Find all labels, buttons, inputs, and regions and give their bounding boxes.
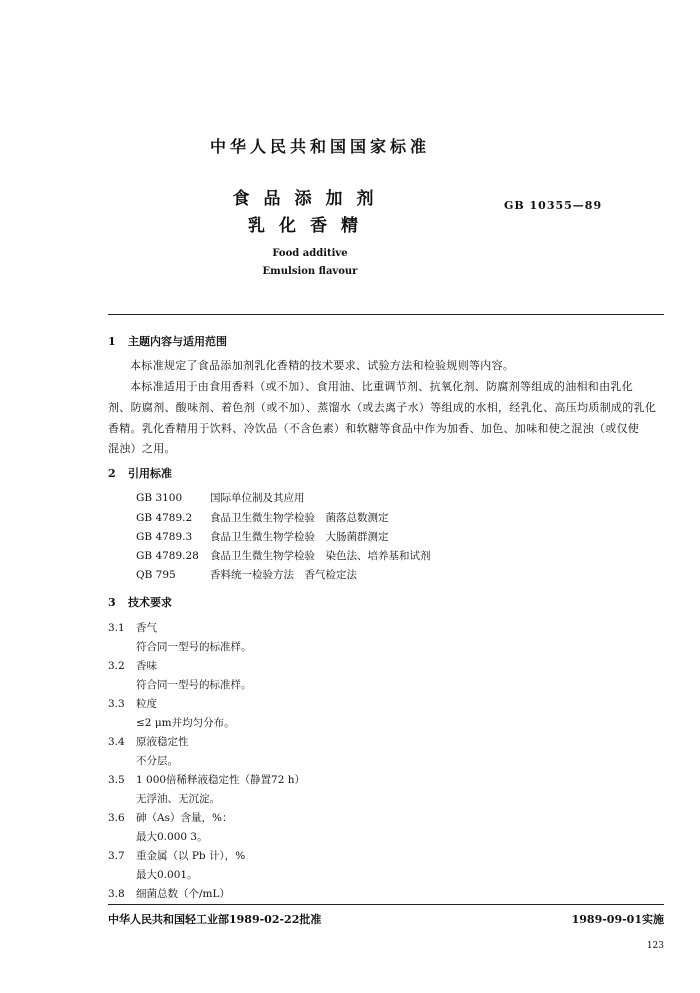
requirement-number: 3.2 <box>108 660 125 672</box>
requirement-item <box>108 734 189 749</box>
reference-title: 香料统一检验方法 香气检定法 <box>210 569 357 581</box>
requirement-number: 3.8 <box>108 888 125 900</box>
requirement-text: 符合同一型号的标准样。 <box>136 641 252 653</box>
requirement-label: 细菌总数（个/mL） <box>136 888 230 900</box>
requirement-label: 1 000倍稀释液稳定性（静置72 h） <box>136 774 306 786</box>
section3-heading <box>108 594 172 610</box>
requirement-number: 3.1 <box>108 622 125 634</box>
requirement-text: 最大0.001。 <box>136 869 198 881</box>
reference-item <box>136 510 389 525</box>
requirement-text: 无浮油、无沉淀。 <box>136 793 220 805</box>
requirement-item <box>108 848 245 863</box>
section3-number: 3 <box>108 596 116 609</box>
reference-code: GB 3100 <box>136 492 183 504</box>
reference-title: 食品卫生微生物学检验 菌落总数测定 <box>210 512 389 524</box>
reference-code: GB 4789.3 <box>136 531 193 543</box>
section1-paragraph-1: 本标准规定了食品添加剂乳化香精的技术要求、试验方法和检验规则等内容。 <box>130 359 515 372</box>
section1-number: 1 <box>108 335 116 348</box>
section2-heading <box>108 465 172 481</box>
reference-title: 国际单位制及其应用 <box>210 492 305 504</box>
reference-item <box>136 567 357 582</box>
reference-item <box>136 490 305 505</box>
requirement-item <box>108 772 305 787</box>
requirement-item <box>108 658 157 673</box>
section1-paragraph-3: 剂、防腐剂、酸味剂、着色剂（或不加）、蒸馏水（或去离子水）等组成的水相，经乳化、高压均质制成的乳化 <box>108 401 657 414</box>
requirement-number: 3.4 <box>108 736 125 748</box>
approval-info: 中华人民共和国轻工业部1989-02-22批准 <box>108 913 322 926</box>
reference-item <box>136 548 431 563</box>
requirement-item <box>108 620 157 635</box>
requirement-label: 砷（As）含量，%： <box>136 812 233 824</box>
document-title-line2: 乳化香精 <box>248 216 372 236</box>
header-divider <box>108 314 664 315</box>
requirement-item <box>108 810 232 825</box>
reference-title: 食品卫生微生物学检验 染色法、培养基和试剂 <box>210 550 431 562</box>
reference-code: GB 4789.2 <box>136 512 193 524</box>
section2-title: 引用标准 <box>128 467 172 480</box>
requirement-number: 3.3 <box>108 698 125 710</box>
section3-title: 技术要求 <box>128 596 172 609</box>
section1-title: 主题内容与适用范围 <box>128 335 227 348</box>
requirement-label: 原液稳定性 <box>136 736 189 748</box>
effective-date: 1989-09-01实施 <box>571 913 664 926</box>
requirement-label: 重金属（以 Pb 计），% <box>136 850 246 862</box>
standard-number: GB 10355—89 <box>504 199 603 212</box>
section1-paragraph-4: 香精。乳化香精用于饮料、冷饮品（不含色素）和软糖等食品中作为加香、加色、加味和使之混浊（或仅使 <box>108 422 640 435</box>
reference-code: QB 795 <box>136 569 176 581</box>
requirement-label: 香味 <box>136 660 157 672</box>
requirement-text: 最大0.000 3。 <box>136 831 208 843</box>
section2-number: 2 <box>108 467 116 480</box>
reference-title: 食品卫生微生物学检验 大肠菌群测定 <box>210 531 389 543</box>
section1-paragraph-5: 混浊）之用。 <box>108 442 176 455</box>
requirement-text: 符合同一型号的标准样。 <box>136 679 252 691</box>
section1-heading <box>108 333 227 349</box>
national-standard-heading: 中华人民共和国国家标准 <box>209 137 430 156</box>
requirement-text: ≤2 μm并均匀分布。 <box>136 717 235 729</box>
footer-divider <box>108 904 664 905</box>
reference-item <box>136 529 389 544</box>
requirement-number: 3.5 <box>108 774 125 786</box>
document-title-line1: 食品添加剂 <box>232 189 388 209</box>
requirement-text: 不分层。 <box>136 755 178 767</box>
requirement-item <box>108 696 157 711</box>
requirement-label: 香气 <box>136 622 157 634</box>
requirement-number: 3.7 <box>108 850 125 862</box>
english-title-line2: Emulsion flavour <box>262 266 358 277</box>
section1-paragraph-2: 本标准适用于由食用香料（或不加）、食用油、比重调节剂、抗氧化剂、防腐剂等组成的油相和由乳化 <box>130 380 633 393</box>
requirement-item <box>108 886 230 901</box>
requirement-number: 3.6 <box>108 812 125 824</box>
page-number: 123 <box>646 941 664 951</box>
requirement-label: 粒度 <box>136 698 157 710</box>
english-title-line1: Food additive <box>272 248 348 259</box>
reference-code: GB 4789.28 <box>136 550 199 562</box>
